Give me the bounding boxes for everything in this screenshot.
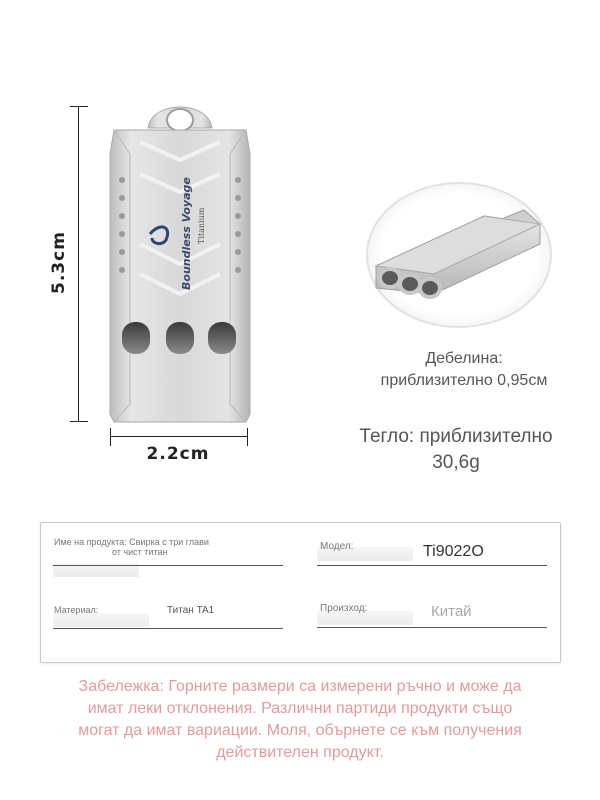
disclaimer-note: [20, 676, 580, 764]
note-line-1: Забележка: Горните размери са измерени ръчно и може да: [78, 678, 522, 695]
note-line-3: могат да имат вариации. Моля, обърнете се към получения: [78, 722, 522, 739]
product-name-line2: от чист титан: [112, 547, 168, 557]
origin-value: Китай: [431, 603, 472, 620]
whistle-side-image: [364, 180, 554, 330]
weight-info: [336, 424, 576, 476]
whistle-brand-text: Boundless Voyage: [180, 177, 193, 290]
weight-value: 30,6g: [432, 452, 480, 473]
weight-label: Тегло: приблизително: [359, 426, 553, 447]
product-name-label: [54, 537, 264, 557]
thickness-value: приблизително 0,95см: [380, 372, 548, 389]
product-name-line1: Име на продукта: Свирка с три глави: [54, 537, 209, 547]
thickness-info: [360, 348, 568, 392]
whistle-front-image: [100, 94, 260, 426]
height-label: 5.3cm: [49, 231, 69, 294]
note-line-2: имат леки отклонения. Различни партиди продукти също: [87, 700, 513, 717]
spec-card: [40, 522, 561, 663]
whistle-material-mark: Titanium: [197, 207, 206, 244]
origin-label: Произход:: [320, 603, 368, 614]
material-value: Титан TA1: [167, 605, 215, 616]
width-label: 2.2cm: [146, 444, 210, 464]
model-value: Ti9022O: [423, 543, 484, 560]
thickness-label: Дебелина:: [425, 350, 503, 367]
note-line-4: действителен продукт.: [216, 744, 384, 761]
material-label: Материал:: [54, 605, 99, 615]
model-label: Модел:: [320, 541, 354, 552]
